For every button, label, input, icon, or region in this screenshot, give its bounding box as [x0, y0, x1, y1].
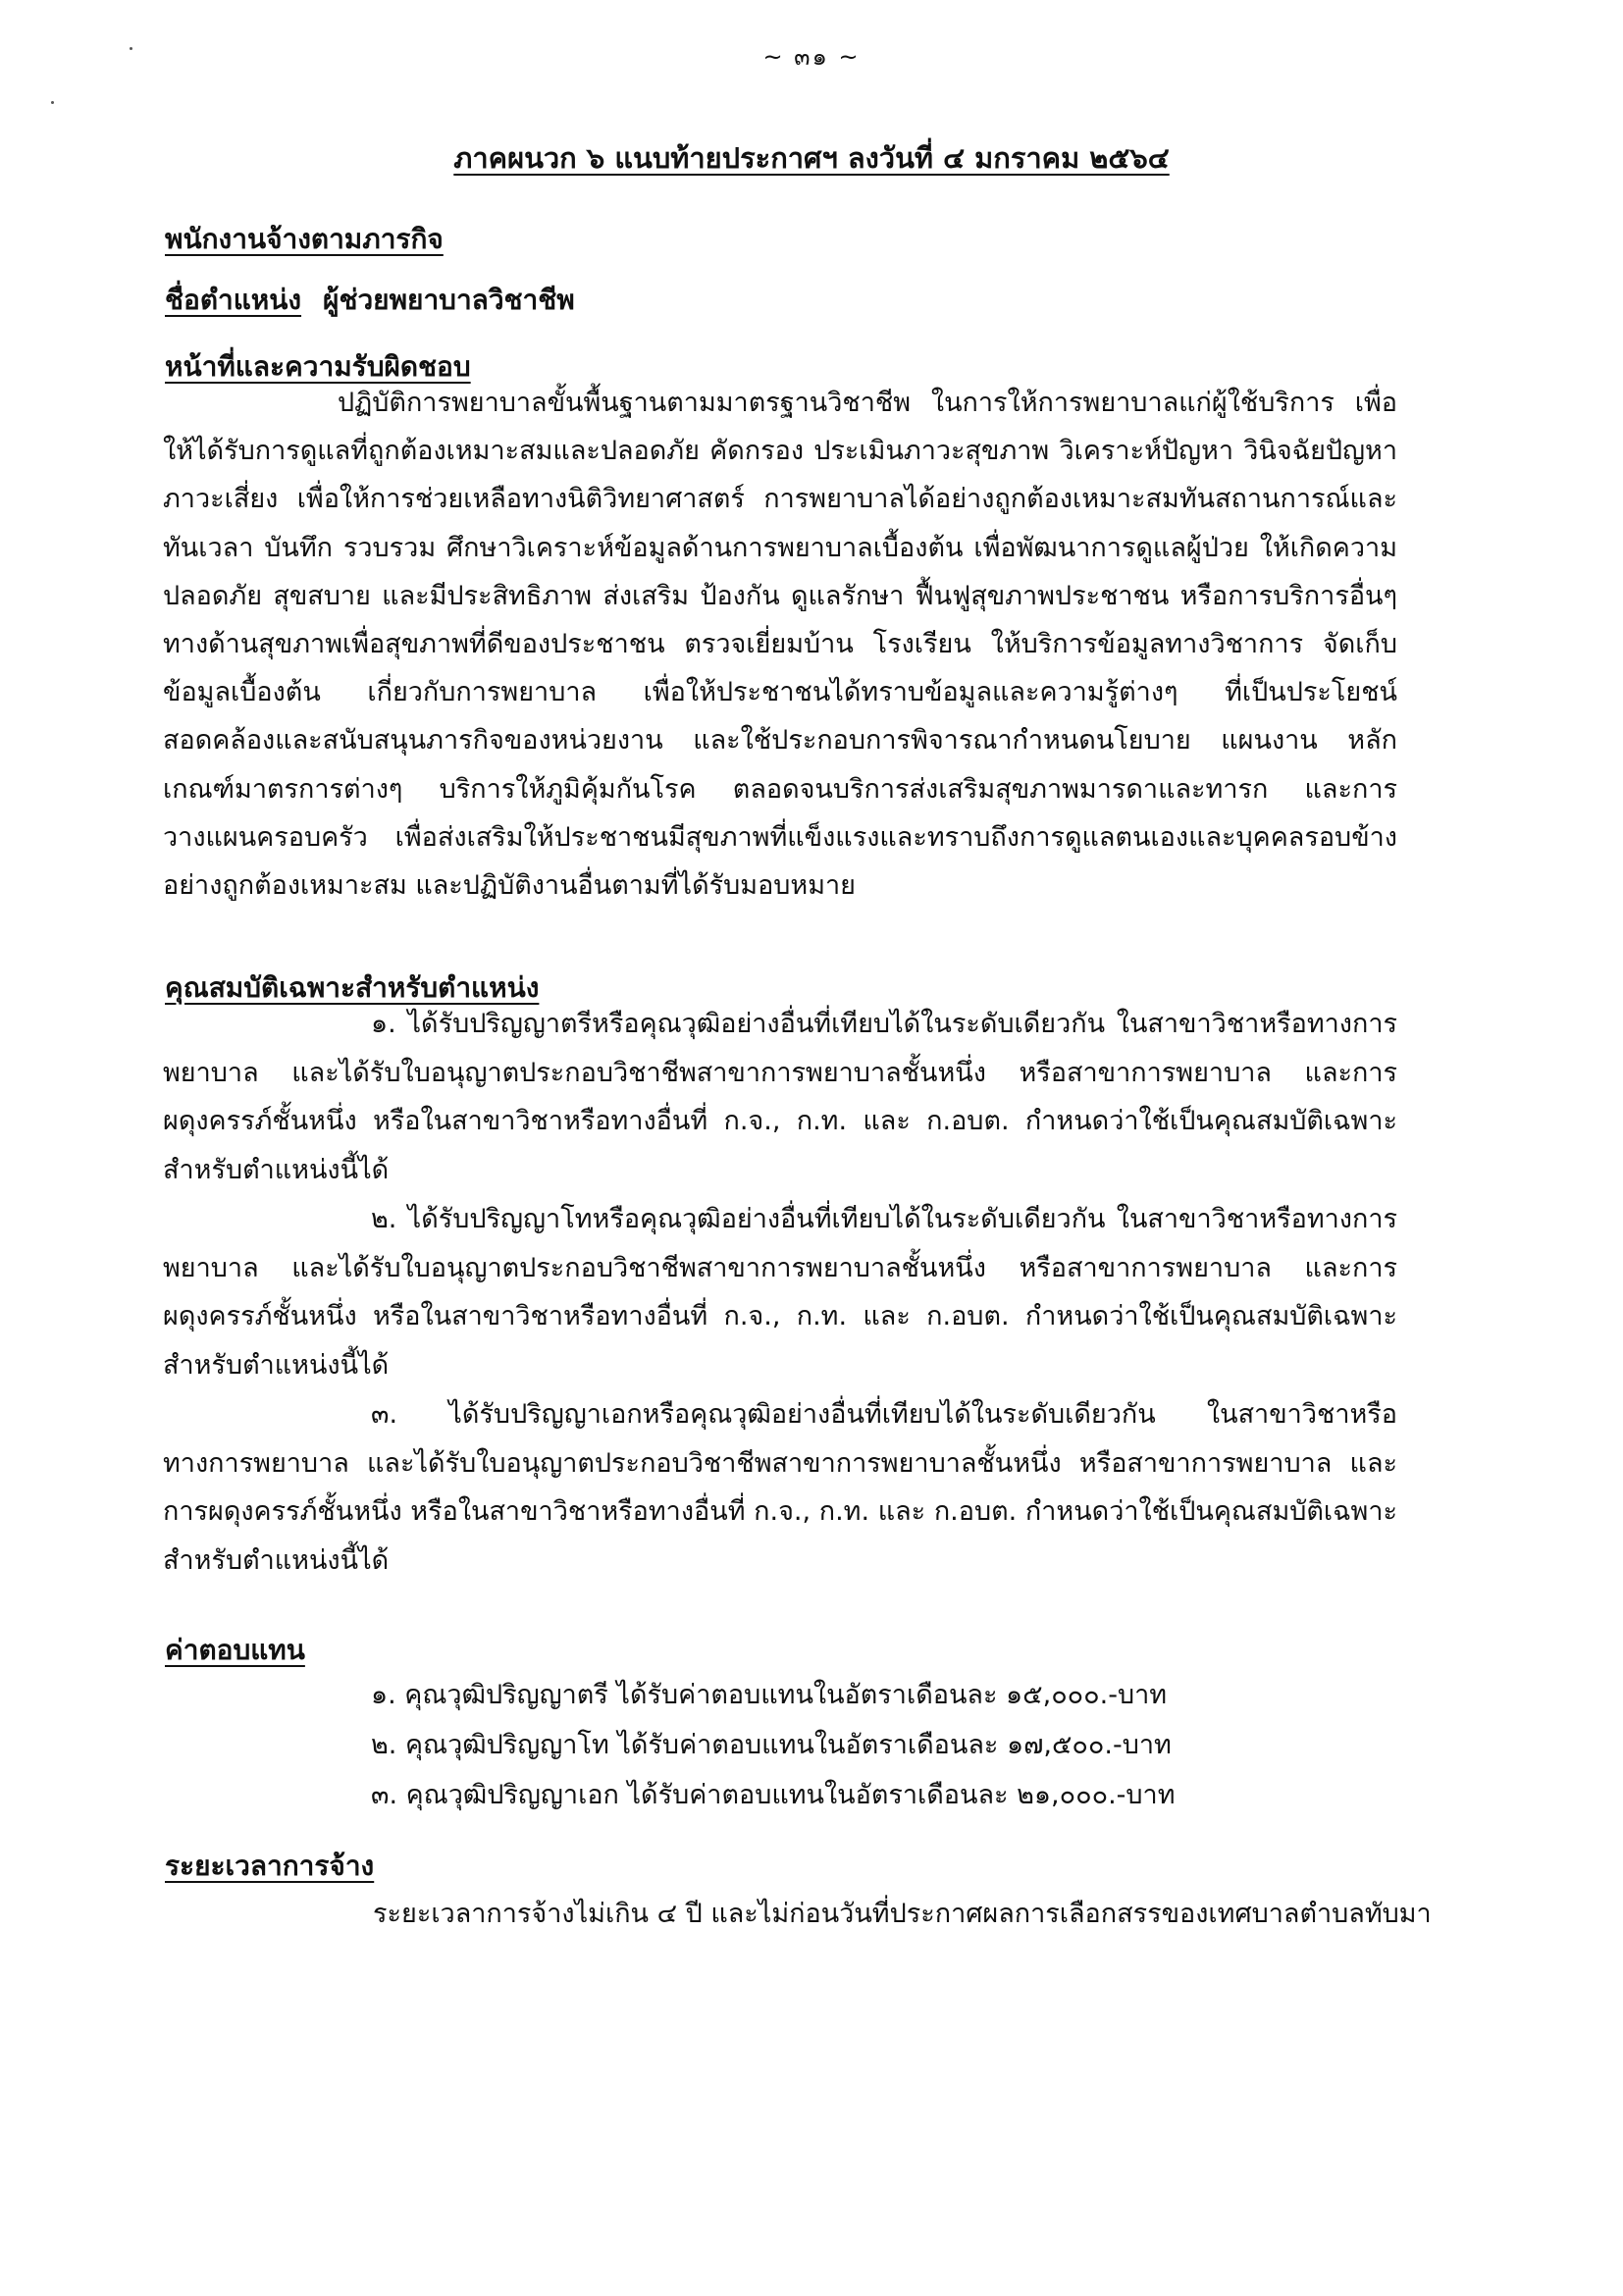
employee-type-label: พนักงานจ้างตามภารกิจ	[165, 223, 444, 255]
compensation-item-1: ๑. คุณวุฒิปริญญาตรี ได้รับค่าตอบแทนในอัตราเดือนละ ๑๕,๐๐๐.-บาท	[371, 1680, 1168, 1710]
compensation-label: ค่าตอบแทน	[165, 1634, 305, 1666]
employment-term-text: ระยะเวลาการจ้างไม่เกิน ๔ ปี และไม่ก่อนวันที่ประกาศผลการเลือกสรรของเทศบาลตำบลทับมา	[373, 1899, 1432, 1929]
qualifications-label: คุณสมบัติเฉพาะสำหรับตำแหน่ง	[165, 971, 540, 1004]
scan-speck	[51, 101, 54, 104]
qualification-item-3: ๓. ได้รับปริญญาเอกหรือคุณวุฒิอย่างอื่นที่เทียบได้ในระดับเดียวกัน ในสาขาวิชาหรือทางการพยาบาล และได้รับใบอนุญาตประกอบวิชาชีพสาขาการพยาบาลชั้นหนึ่ง หรือสาขาการพยาบาล และการผดุงครรภ์ชั้นหนึ่ง หรือในสาขาวิชาหรือทางอื่นที่ ก.จ., ก.ท. และ ก.อบต. กำหนดว่าใช้เป็นคุณสมบัติเฉพาะสำหรับตำแหน่งนี้ได้	[163, 1399, 1397, 1576]
duties-text: ปฏิบัติการพยาบาลขั้นพื้นฐานตามมาตรฐานวิชาชีพ ในการให้การพยาบาลแก่ผู้ใช้บริการ เพื่อให้ได้รับการดูแลที่ถูกต้องเหมาะสมและปลอดภัย คัดกรอง ประเมินภาวะสุขภาพ วิเคราะห์ปัญหา วินิจฉัยปัญหา ภาวะเสี่ยง เพื่อให้การช่วยเหลือทางนิติวิทยาศาสตร์ การพยาบาลได้อย่างถูกต้องเหมาะสมทันสถานการณ์และทันเวลา บันทึก รวบรวม ศึกษาวิเคราะห์ข้อมูลด้านการพยาบาลเบื้องต้น เพื่อพัฒนาการดูแลผู้ป่วย ให้เกิดความปลอดภัย สุขสบาย และมีประสิทธิภาพ ส่งเสริม ป้องกัน ดูแลรักษา ฟื้นฟูสุขภาพประชาชน หรือการบริการอื่นๆ ทางด้านสุขภาพเพื่อสุขภาพที่ดีของประชาชน ตรวจเยี่ยมบ้าน โรงเรียน ให้บริการข้อมูลทางวิชาการ จัดเก็บข้อมูลเบื้องต้น เกี่ยวกับการพยาบาล เพื่อให้ประชาชนได้ทราบข้อมูลและความรู้ต่างๆ ที่เป็นประโยชน์ สอดคล้องและสนับสนุนภารกิจของหน่วยงาน และใช้ประกอบการพิจารณากำหนดนโยบาย แผนงาน หลักเกณฑ์มาตรการต่างๆ บริการให้ภูมิคุ้มกันโรค ตลอดจนบริการส่งเสริมสุขภาพมารดาและทารก และการวางแผนครอบครัว เพื่อส่งเสริมให้ประชาชนมีสุขภาพที่แข็งแรงและทราบถึงการดูแลตนเองและบุคคลรอบข้างอย่างถูกต้องเหมาะสม และปฏิบัติงานอื่นตามที่ได้รับมอบหมาย	[163, 388, 1397, 902]
employment-term-label: ระยะเวลาการจ้าง	[165, 1850, 375, 1882]
position-title: ผู้ช่วยพยาบาลวิชาชีพ	[323, 284, 575, 316]
page-number: ~ ๓๑ ~	[762, 43, 861, 71]
qualification-item-2: ๒. ได้รับปริญญาโทหรือคุณวุฒิอย่างอื่นที่เทียบได้ในระดับเดียวกัน ในสาขาวิชาหรือทางการพยาบาล และได้รับใบอนุญาตประกอบวิชาชีพสาขาการพยาบาลชั้นหนึ่ง หรือสาขาการพยาบาล และการผดุงครรภ์ชั้นหนึ่ง หรือในสาขาวิชาหรือทางอื่นที่ ก.จ., ก.ท. และ ก.อบต. กำหนดว่าใช้เป็นคุณสมบัติเฉพาะสำหรับตำแหน่งนี้ได้	[163, 1204, 1397, 1381]
compensation-item-2: ๒. คุณวุฒิปริญญาโท ได้รับค่าตอบแทนในอัตราเดือนละ ๑๗,๕๐๐.-บาท	[371, 1730, 1172, 1760]
position-line	[165, 279, 575, 322]
document-heading: ภาคผนวก ๖ แนบท้ายประกาศฯ ลงวันที่ ๔ มกราคม ๒๕๖๔	[453, 141, 1170, 175]
position-label: ชื่อตำแหน่ง	[165, 284, 302, 316]
duties-label: หน้าที่และความรับผิดชอบ	[165, 350, 471, 383]
compensation-item-3: ๓. คุณวุฒิปริญญาเอก ได้รับค่าตอบแทนในอัตราเดือนละ ๒๑,๐๐๐.-บาท	[371, 1780, 1176, 1810]
qualification-item-1: ๑. ได้รับปริญญาตรีหรือคุณวุฒิอย่างอื่นที่เทียบได้ในระดับเดียวกัน ในสาขาวิชาหรือทางการพยาบาล และได้รับใบอนุญาตประกอบวิชาชีพสาขาการพยาบาลชั้นหนึ่ง หรือสาขาการพยาบาล และการผดุงครรภ์ชั้นหนึ่ง หรือในสาขาวิชาหรือทางอื่นที่ ก.จ., ก.ท. และ ก.อบต. กำหนดว่าใช้เป็นคุณสมบัติเฉพาะสำหรับตำแหน่งนี้ได้	[163, 1009, 1397, 1185]
